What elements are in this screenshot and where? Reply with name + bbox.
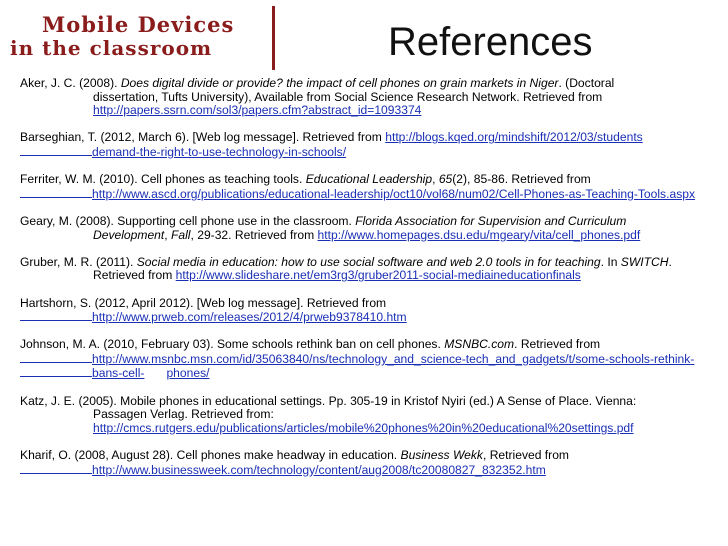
- ref-link[interactable]: http://cmcs.rutgers.edu/publications/articles/mobile%20phones%20in%20educational%20settings.pdf: [93, 420, 634, 435]
- reference-list: [20, 77, 726, 491]
- ref-link[interactable]: bans-cell-: [92, 366, 145, 381]
- ref-text: . Retrieved from: [514, 337, 601, 352]
- logo-line-1: Mobile Devices: [42, 12, 235, 37]
- ref-text: , 29-32. Retrieved from: [190, 227, 318, 242]
- reference-johnson: [20, 338, 726, 381]
- link-underline: [20, 352, 92, 363]
- ref-text: Johnson, M. A. (2010, February 03). Some schools rethink ban on cell phones.: [20, 337, 445, 352]
- ref-text: Hartshorn, S. (2012, April 2012). [Web log message]. Retrieved from: [20, 295, 387, 310]
- ref-link[interactable]: demand-the-right-to-use-technology-in-schools/: [92, 144, 347, 159]
- ref-text: , Retrieved from: [482, 448, 569, 463]
- ref-volume: 65: [438, 172, 453, 187]
- ref-title: Educational Leadership: [305, 172, 433, 187]
- reference-gruber: [20, 256, 726, 283]
- ref-source: SWITCH: [620, 254, 669, 269]
- ref-link[interactable]: phones/: [166, 366, 210, 381]
- ref-link[interactable]: http://www.prweb.com/releases/2012/4/prweb9378410.htm: [92, 310, 407, 325]
- ref-text: Barseghian, T. (2012, March 6). [Web log message]. Retrieved from: [20, 130, 386, 145]
- ref-text: . (Doctoral: [558, 76, 615, 90]
- ref-text: Katz, J. E. (2005). Mobile phones in educational settings. Pp. 305-19 in Kristof Nyiri (ed.) A Sense of Place. Vienna:: [20, 393, 637, 408]
- ref-text: ,: [164, 227, 171, 242]
- ref-link[interactable]: http://blogs.kqed.org/mindshift/2012/03/students: [385, 130, 643, 145]
- link-underline: [20, 463, 92, 474]
- ref-text: (2), 85-86. Retrieved from: [452, 172, 591, 187]
- reference-aker: [20, 77, 726, 118]
- reference-ferriter: [20, 173, 726, 201]
- link-underline: [20, 310, 92, 321]
- reference-katz: [20, 395, 726, 436]
- logo-line-2: in the classroom: [10, 36, 213, 60]
- link-underline: [20, 145, 92, 156]
- reference-hartshorn: [20, 297, 726, 325]
- ref-text: Ferriter, W. M. (2010). Cell phones as teaching tools.: [20, 172, 306, 187]
- ref-text: .: [668, 254, 672, 269]
- link-underline: [20, 187, 92, 198]
- ref-text: Gruber, M. R. (2011).: [20, 254, 137, 269]
- logo-divider: [272, 6, 275, 70]
- reference-geary: [20, 215, 726, 242]
- ref-text: Geary, M. (2008). Supporting cell phone use in the classroom.: [20, 213, 356, 228]
- reference-kharif: [20, 449, 726, 477]
- ref-link[interactable]: http://www.homepages.dsu.edu/mgeary/vita/cell_phones.pdf: [317, 227, 641, 242]
- course-logo: [10, 14, 272, 66]
- ref-title: Development: [93, 227, 165, 242]
- ref-text: . In: [600, 254, 621, 269]
- ref-text: Aker, J. C. (2008).: [20, 76, 121, 90]
- ref-text: ,: [432, 172, 439, 187]
- ref-link[interactable]: http://www.businessweek.com/technology/content/aug2008/tc20080827_832352.htm: [92, 462, 546, 477]
- page-title: References: [388, 20, 593, 64]
- ref-text: Kharif, O. (2008, August 28). Cell phones make headway in education.: [20, 448, 401, 463]
- ref-text: dissertation, Tufts University), Available from Social Science Research Network. Retrieved from: [93, 89, 603, 104]
- ref-source: MSNBC.com: [444, 337, 515, 352]
- ref-link[interactable]: http://papers.ssrn.com/sol3/papers.cfm?abstract_id=1093374: [93, 103, 422, 118]
- ref-title: Social media in education: how to use social software and web 2.0 tools in for teaching: [136, 254, 601, 269]
- ref-issue: Fall: [171, 227, 191, 242]
- ref-link[interactable]: http://www.slideshare.net/em3rg3/gruber2011-social-mediaineducationfinals: [175, 268, 581, 283]
- ref-text: Passagen Verlag. Retrieved from:: [93, 407, 274, 422]
- ref-link[interactable]: http://www.ascd.org/publications/educational-leadership/oct10/vol68/num02/Cell-Phones-as-Teaching-Tools.aspx: [92, 186, 696, 201]
- ref-title: Does digital divide or provide? the impact of cell phones on grain markets in Niger: [120, 76, 559, 90]
- reference-barseghian: [20, 131, 726, 159]
- link-underline: [20, 366, 92, 377]
- ref-text: Retrieved from: [93, 268, 176, 283]
- ref-source: Business Wekk: [400, 448, 483, 463]
- ref-title: Florida Association for Supervision and Curriculum: [355, 213, 627, 228]
- ref-link[interactable]: http://www.msnbc.msn.com/id/35063840/ns/technology_and_science-tech_and_gadgets/t/some-schools-rethink-: [92, 351, 695, 366]
